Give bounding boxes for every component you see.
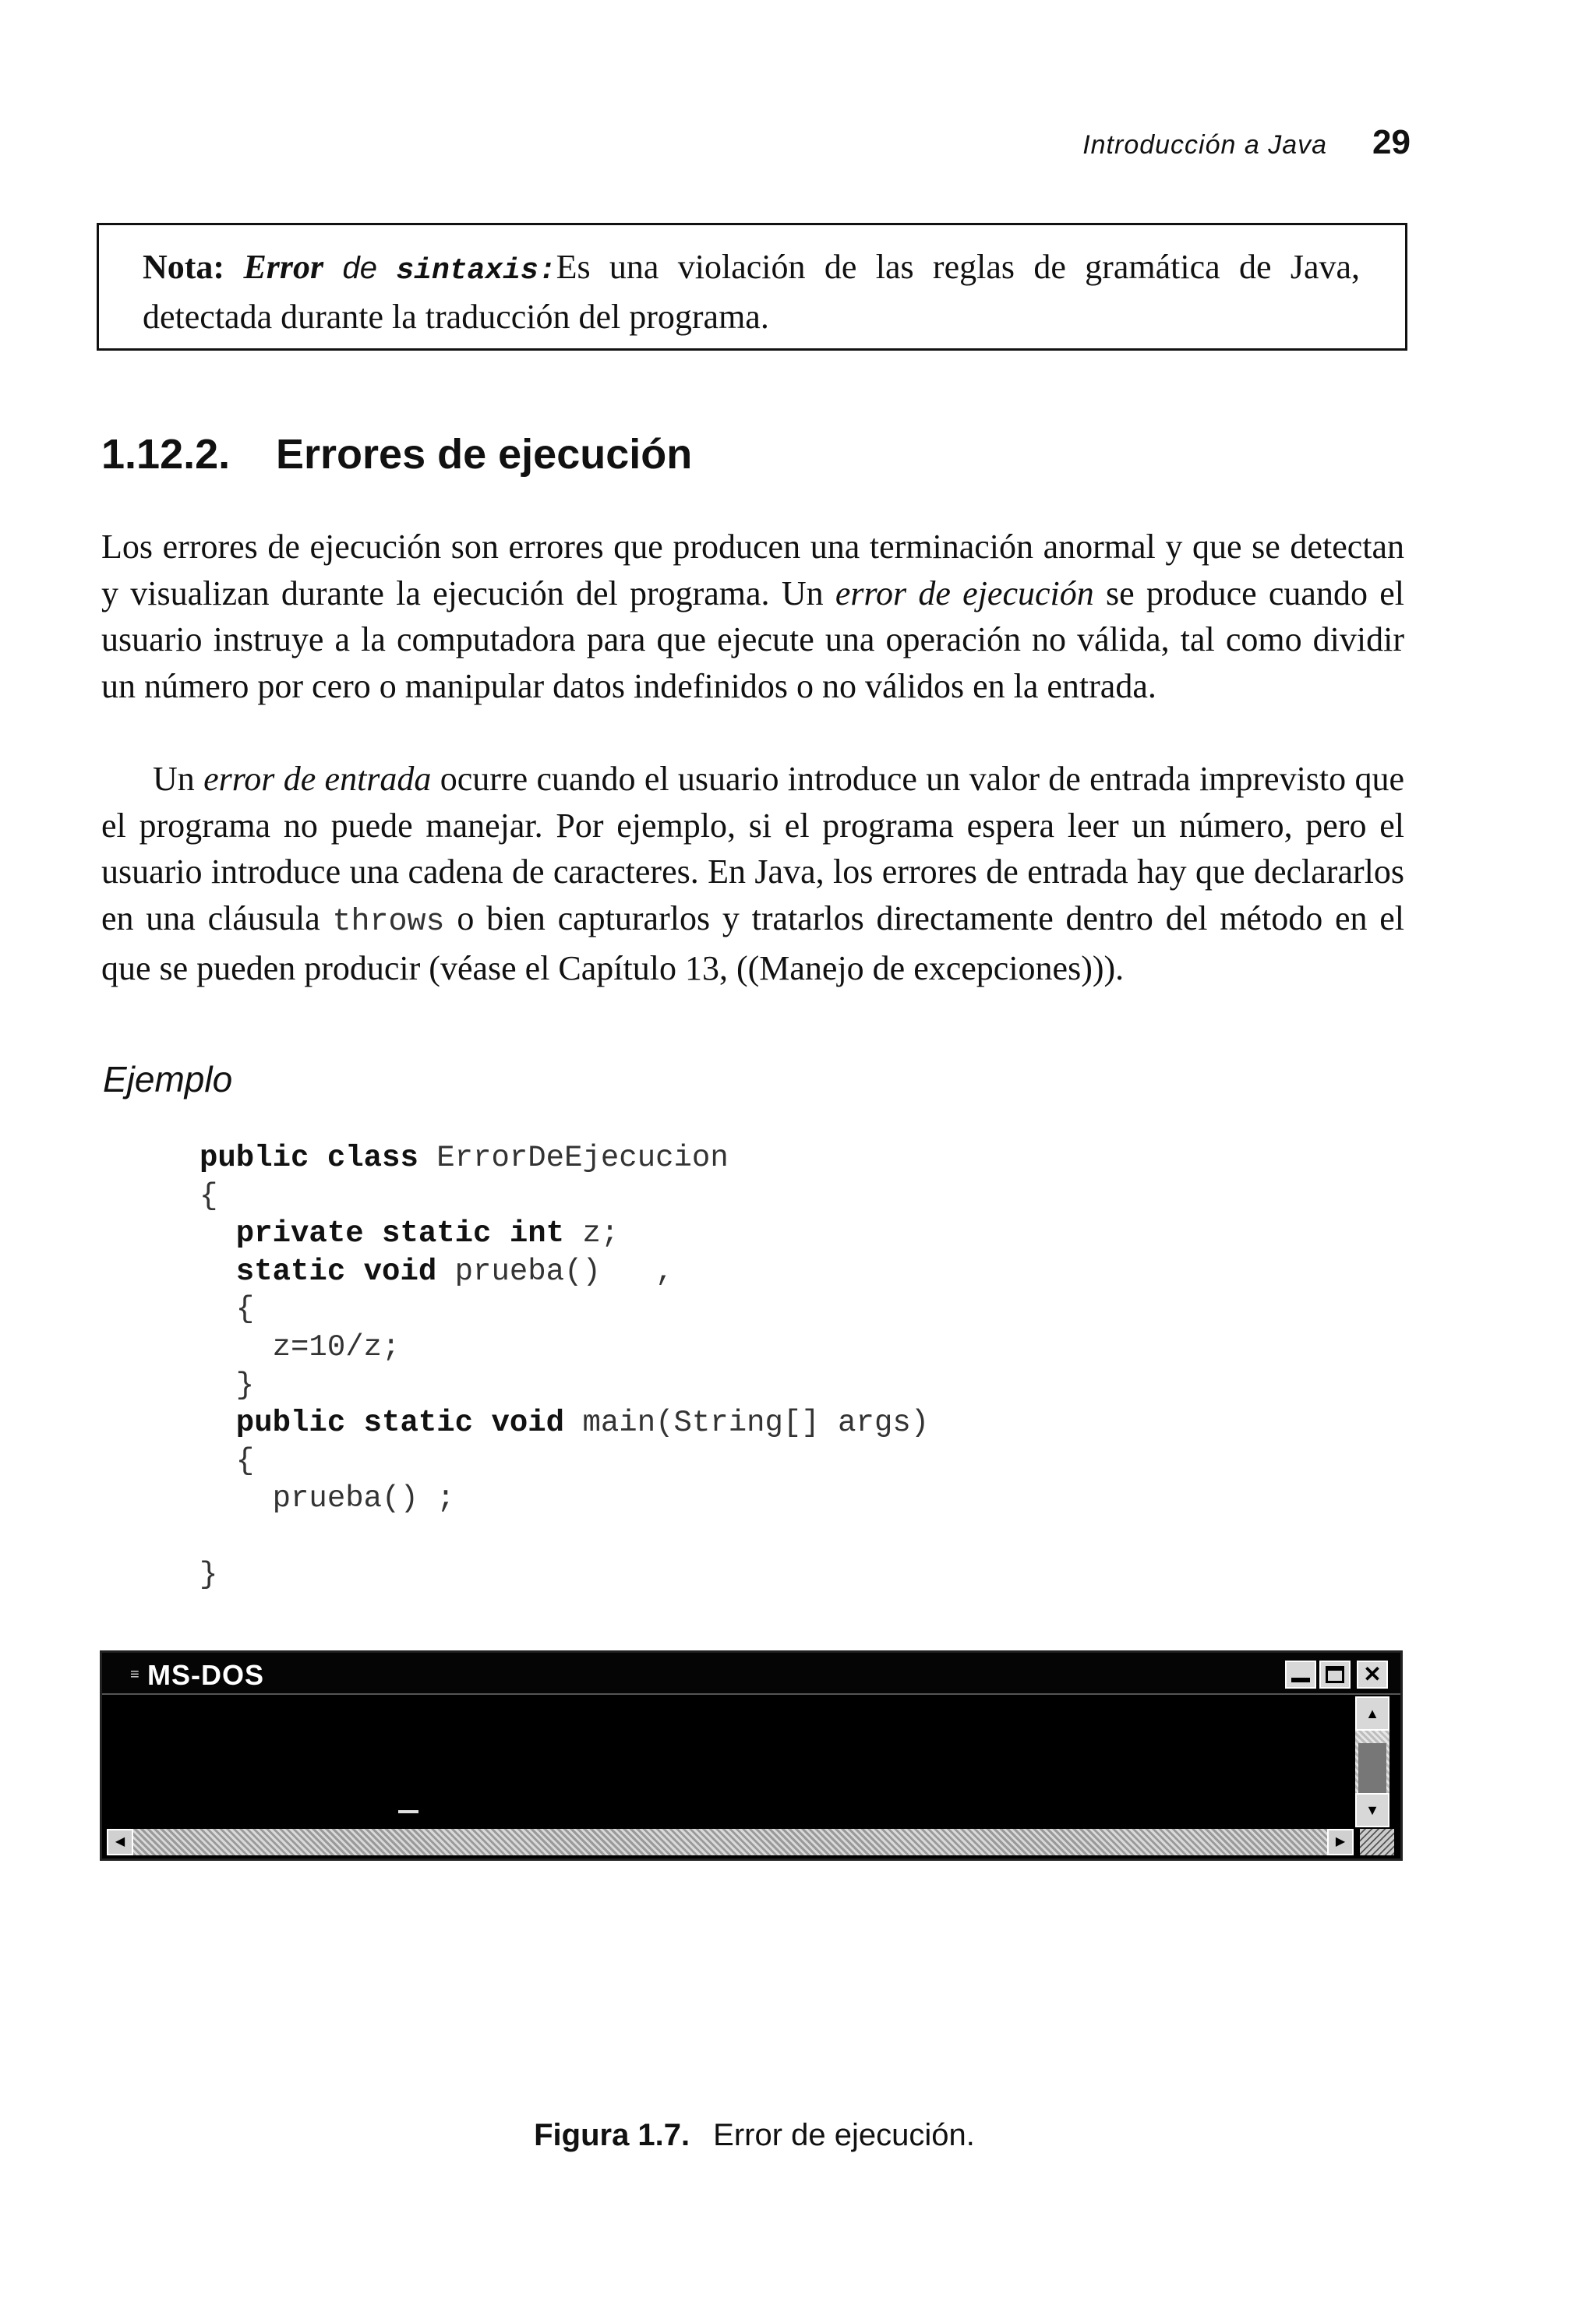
code-line-7: } — [200, 1368, 255, 1403]
note-text: Es una violación de las reglas de gramática de Java, detectada durante la traducción del programa. — [143, 248, 1361, 336]
paragraph-2-text-a: Un — [153, 760, 204, 798]
minimize-button[interactable] — [1285, 1661, 1316, 1689]
running-header — [100, 123, 1411, 162]
running-title: Introducción a Java — [1082, 130, 1328, 160]
code-line-9: { — [200, 1443, 255, 1478]
code-line-4: static void prueba() , — [200, 1254, 674, 1289]
console-cursor — [398, 1810, 418, 1813]
msdos-window-title: MS-DOS — [147, 1659, 264, 1691]
code-line-5: { — [200, 1292, 255, 1327]
maximize-button[interactable] — [1319, 1661, 1351, 1689]
code-line-10: prueba() ; — [200, 1481, 455, 1516]
paragraph-2-emphasis: error de entrada — [203, 760, 432, 798]
code-line-12: } — [200, 1557, 218, 1592]
resize-grip-icon[interactable] — [1360, 1829, 1394, 1855]
paragraph-2-text-b: ocurre cuando el usuario introduce un valor de entrada imprevisto que el programa no puede manejar. Por ejemplo, si el programa espera leer un número, pero el usuario introduce una cadena de caracteres. En Java, los errores de entrada hay que declararlos en una cláusula — [101, 760, 1405, 937]
msdos-icon[interactable]: ≡ — [130, 1666, 139, 1683]
figure-caption-label: Figura 1.7. — [534, 2118, 690, 2152]
vertical-scrollbar[interactable] — [1355, 1696, 1389, 1827]
msdos-title-bar[interactable] — [102, 1653, 1400, 1695]
msdos-window — [100, 1650, 1403, 1861]
example-heading: Ejemplo — [103, 1059, 233, 1099]
paragraph-1-emphasis: error de ejecución — [835, 574, 1094, 612]
note-term-error: Error — [243, 248, 324, 286]
paragraph-2-text-c: o bien capturarlos y tratarlos directamente dentro del método en el que se pueden producir (véase el Capítulo 13, ((Manejo de excepciones))). — [101, 898, 1405, 987]
section-heading — [101, 427, 692, 482]
figure-caption — [0, 2118, 1509, 2153]
code-line-11 — [200, 1518, 929, 1556]
paragraph-2-code-throws: throws — [332, 904, 445, 940]
page-number: 29 — [1372, 123, 1411, 161]
scroll-right-icon[interactable]: ▶ — [1327, 1829, 1354, 1855]
close-button[interactable]: ✕ — [1357, 1661, 1388, 1689]
scroll-down-icon[interactable]: ▼ — [1355, 1793, 1389, 1827]
paragraph-1 — [101, 524, 1404, 709]
paragraph-2 — [101, 756, 1404, 992]
code-line-3: private static int z; — [200, 1216, 620, 1251]
scroll-up-icon[interactable]: ▲ — [1355, 1696, 1389, 1731]
section-number: 1.12.2. — [101, 431, 231, 478]
code-line-2: { — [200, 1178, 218, 1213]
horizontal-scrollbar[interactable] — [107, 1829, 1354, 1855]
note-box — [97, 223, 1407, 351]
figure-caption-text: Error de ejecución. — [713, 2118, 975, 2152]
code-line-8: public static void main(String[] args) — [200, 1406, 930, 1441]
paragraph-1-text-b: se produce cuando el usuario instruye a la computadora para que ejecute una operación no válida, tal como dividir un número por cero o manipular datos indefinidos o no válidos en la entrada. — [101, 574, 1404, 705]
note-term-de: de — [342, 251, 377, 285]
section-title: Errores de ejecución — [276, 431, 693, 478]
code-line-1: public class ErrorDeEjecucion — [200, 1141, 729, 1175]
scroll-left-icon[interactable]: ◀ — [107, 1829, 133, 1855]
code-line-6: z=10/z; — [200, 1329, 401, 1364]
note-term-sintaxis: sintaxis: — [396, 254, 556, 288]
paragraph-1-text-a: Los errores de ejecución son errores que producen una terminación anormal y que se detectan y visualizan durante la ejecución del programa. Un — [101, 528, 1404, 612]
code-listing — [200, 1139, 929, 1594]
note-label: Nota: — [143, 248, 225, 286]
